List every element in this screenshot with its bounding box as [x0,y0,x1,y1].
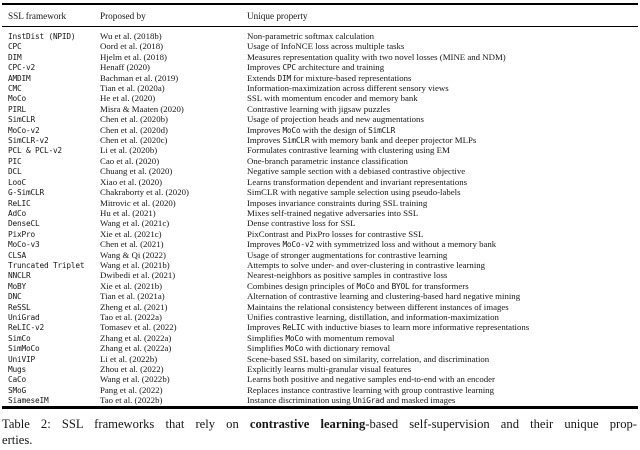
cell-framework: SiameseIM [8,396,49,406]
cell-proposed-by: Xie et al. (2021b) [100,280,163,291]
table-row [2,52,638,62]
cell-proposed-by: Chuang et al. (2020) [100,166,173,177]
cell-unique-property: Contrastive learning with jigsaw puzzles [247,103,391,114]
table-header-rule [2,26,638,27]
cell-unique-property: Improves MoCo with the design of SimCLR [247,124,396,135]
table-row [2,93,638,103]
cell-proposed-by: Wang & Qi (2022) [100,249,166,260]
cell-unique-property: Formulates contrastive learning with clustering using EM [247,145,450,156]
cell-unique-property: Usage of InfoNCE loss across multiple tasks [247,41,405,52]
cell-unique-property: Simplifies MoCo with dictionary removal [247,343,391,354]
tt-term: MoCo [356,281,375,291]
cell-framework: MoBY [8,281,26,291]
cell-framework: G-SimCLR [8,188,44,198]
cell-proposed-by: Dwibedi et al. (2021) [100,270,176,281]
cell-unique-property: Usage of projection heads and new augmentations [247,114,424,125]
cell-framework: CPC-v2 [8,63,35,73]
tt-term: ReLIC [282,323,305,333]
cell-unique-property: SimCLR with negative sample selection using pseudo-labels [247,187,461,198]
cell-framework: Mugs [8,365,26,374]
tt-term: MoCo [282,125,301,135]
cell-unique-property: Replaces instance contrastive learning with group contrastive learning [247,384,494,395]
table-row [2,343,638,353]
table-row [2,354,638,364]
cell-framework: UniVIP [8,354,35,364]
table-row [2,166,638,176]
cell-proposed-by: Mitrovic et al. (2020) [100,197,176,208]
cell-proposed-by: Tomasev et al. (2022) [100,322,177,333]
cell-framework: DenseCL [8,219,40,229]
cell-proposed-by: Cao et al. (2020) [100,155,160,166]
cell-unique-property: SSL with momentum encoder and memory bank [247,93,418,104]
cell-framework: InstDist (NPID) [8,32,76,41]
cell-proposed-by: Tian et al. (2020a) [100,83,165,94]
cell-unique-property: Maintains the relational consistency between different instances of images [247,301,509,312]
table-row [2,239,638,249]
cell-framework: PixPro [8,229,35,239]
cell-proposed-by: Chen et al. (2020c) [100,135,168,146]
cell-framework: Truncated Triplet [8,260,85,270]
table-row [2,395,638,405]
table-row [2,114,638,124]
cell-proposed-by: Zhou et al. (2022) [100,364,164,374]
cell-proposed-by: Li et al. (2022b) [100,353,158,364]
cell-framework: PIRL [8,104,26,114]
cell-proposed-by: Pang et al. (2022) [100,384,163,395]
table-caption [2,417,637,448]
cell-unique-property: Alternation of contrastive learning and clustering-based hard negative mining [247,291,521,302]
table-row [2,270,638,280]
table-bottom-rule [2,406,638,409]
table-row [2,41,638,51]
cell-framework: ReSSL [8,302,31,312]
cell-unique-property: Simplifies MoCo with momentum removal [247,332,395,343]
table-row [2,145,638,155]
column-header-ssl-framework: SSL framework [8,11,67,21]
cell-framework: SimCLR [8,115,35,125]
table-row [2,302,638,312]
table-row [2,187,638,197]
cell-framework: UniGrad [8,312,40,322]
cell-unique-property: Information-maximization across different sensory views [247,83,449,94]
cell-framework: MoCo [8,94,26,104]
cell-unique-property: Non-parametric softmax calculation [247,31,375,41]
cell-proposed-by: Chen et al. (2020d) [100,124,168,135]
cell-framework: SimCLR-v2 [8,136,49,146]
cell-proposed-by: Chakraborty et al. (2020) [100,187,189,198]
cell-unique-property: Attempts to solve under- and over-clustering in contrastive learning [247,259,486,270]
table-top-rule [2,3,638,5]
table-row [2,250,638,260]
tt-term: UniGrad [352,396,385,406]
table-row [2,322,638,332]
table-row [2,333,638,343]
table-row [2,374,638,384]
caption-line-1 [2,417,637,433]
table-row [2,281,638,291]
cell-framework: PIC [8,156,22,166]
cell-framework: AdCo [8,208,26,218]
cell-proposed-by: Wang et al. (2021c) [100,218,170,229]
cell-unique-property: Instance discrimination using UniGrad and masked images [247,395,456,406]
cell-proposed-by: Zhang et al. (2022a) [100,332,172,343]
cell-unique-property: Unifies contrastive learning, distillation, and information-maximization [247,311,499,322]
table-row [2,198,638,208]
table-row [2,73,638,83]
cell-framework: MoCo-v3 [8,240,40,250]
cell-proposed-by: Tao et al. (2022b) [100,395,163,406]
table-row [2,312,638,322]
caption-text-post: -based self-supervision and their unique prop- [365,417,637,431]
cell-proposed-by: Hu et al. (2021) [100,207,156,218]
cell-framework: CLSA [8,250,26,260]
cell-unique-property: Extends DIM for mixture-based representations [247,72,412,83]
cell-unique-property: Negative sample section with a debiased contrastive objective [247,166,466,177]
cell-framework: AMDIM [8,73,31,83]
table-header-row [2,9,638,23]
cell-framework: DIM [8,52,22,62]
cell-framework: SimMoCo [8,344,40,354]
table-row [2,229,638,239]
tt-term: SimCLR [368,125,396,135]
table-body [2,31,638,406]
column-header-unique-property: Unique property [247,11,308,21]
cell-unique-property: Combines design principles of MoCo and BYOL for transformers [247,280,469,291]
cell-proposed-by: Wang et al. (2022b) [100,374,170,385]
cell-framework: NNCLR [8,271,31,281]
table-row [2,291,638,301]
caption-text-pre: Table 2: SSL frameworks that rely on [2,417,250,431]
tt-term: SimCLR [282,136,310,146]
tt-term: CPC [282,63,296,73]
cell-proposed-by: Li et al. (2020b) [100,145,158,156]
cell-framework: CaCo [8,375,26,385]
tt-term: MoCo [285,344,304,354]
table-row [2,208,638,218]
cell-unique-property: Mixes self-trained negative adversaries into SSL [247,207,419,218]
cell-unique-property: Imposes invariance constraints during SSL training [247,197,428,208]
caption-line-2: erties. [2,432,33,447]
table-row [2,177,638,187]
cell-proposed-by: Misra & Maaten (2020) [100,103,184,114]
cell-framework: ReLIC-v2 [8,323,44,333]
column-header-proposed-by: Proposed by [100,11,146,21]
cell-proposed-by: Tao et al. (2022a) [100,311,162,322]
table-row [2,364,638,374]
cell-framework: SMoG [8,385,26,395]
cell-proposed-by: Wang et al. (2021b) [100,259,170,270]
table-row [2,62,638,72]
tt-term: MoCo-v2 [282,240,314,250]
cell-proposed-by: He et al. (2020) [100,93,156,104]
cell-unique-property: PixContrast and PixPro losses for contrastive SSL [247,228,424,239]
cell-proposed-by: Wu et al. (2018b) [100,31,162,41]
cell-unique-property: Usage of stronger augmentations for contrastive learning [247,249,448,260]
cell-unique-property: Measures representation quality with two novel losses (MINE and NDM) [247,51,506,62]
cell-proposed-by: Bachman et al. (2019) [100,72,179,83]
cell-unique-property: Improves ReLIC with inductive biases to learn more informative representations [247,322,530,333]
table-row [2,104,638,114]
tt-term: BYOL [391,281,410,291]
cell-unique-property: Dense contrastive loss for SSL [247,218,356,229]
cell-framework: SimCo [8,333,31,343]
cell-unique-property: One-branch parametric instance classification [247,155,408,166]
table-row [2,125,638,135]
table-row [2,135,638,145]
cell-proposed-by: Zhang et al. (2022a) [100,343,172,354]
cell-framework: PCL & PCL-v2 [8,146,62,156]
cell-proposed-by: Chen et al. (2021) [100,239,164,250]
table-row [2,31,638,41]
cell-proposed-by: Henaff (2020) [100,62,150,73]
cell-unique-property: Explicitly learns multi-granular visual features [247,364,412,374]
table-row [2,83,638,93]
cell-unique-property: Improves CPC architecture and training [247,62,385,73]
cell-unique-property: Learns transformation dependent and invariant representations [247,176,468,187]
tt-term: MoCo [285,333,304,343]
cell-proposed-by: Oord et al. (2018) [100,41,164,52]
cell-unique-property: Learns both positive and negative samples end-to-end with an encoder [247,374,495,385]
cell-framework: MoCo-v2 [8,125,40,135]
cell-unique-property: Scene-based SSL based on similarity, correlation, and discrimination [247,353,490,364]
caption-text-bold: contrastive learning [249,417,366,431]
cell-proposed-by: Xie et al. (2021c) [100,228,162,239]
cell-framework: CMC [8,84,22,94]
table-row [2,218,638,228]
cell-proposed-by: Zheng et al. (2021) [100,301,168,312]
cell-framework: LooC [8,177,26,187]
cell-unique-property: Improves MoCo-v2 with symmetrized loss and without a memory bank [247,239,497,250]
table-row [2,385,638,395]
table-row [2,260,638,270]
cell-unique-property: Nearest-neighbors as positive samples in contrastive loss [247,270,448,281]
cell-proposed-by: Tian et al. (2021a) [100,291,165,302]
cell-framework: DCL [8,167,22,177]
cell-framework: ReLIC [8,198,31,208]
cell-framework: DNC [8,292,22,302]
cell-unique-property: Improves SimCLR with memory bank and deeper projector MLPs [247,135,477,146]
cell-framework: CPC [8,42,22,52]
cell-proposed-by: Xiao et al. (2020) [100,176,163,187]
cell-proposed-by: Chen et al. (2020b) [100,114,168,125]
cell-proposed-by: Hjelm et al. (2018) [100,51,167,62]
table-row [2,156,638,166]
tt-term: DIM [277,73,292,83]
